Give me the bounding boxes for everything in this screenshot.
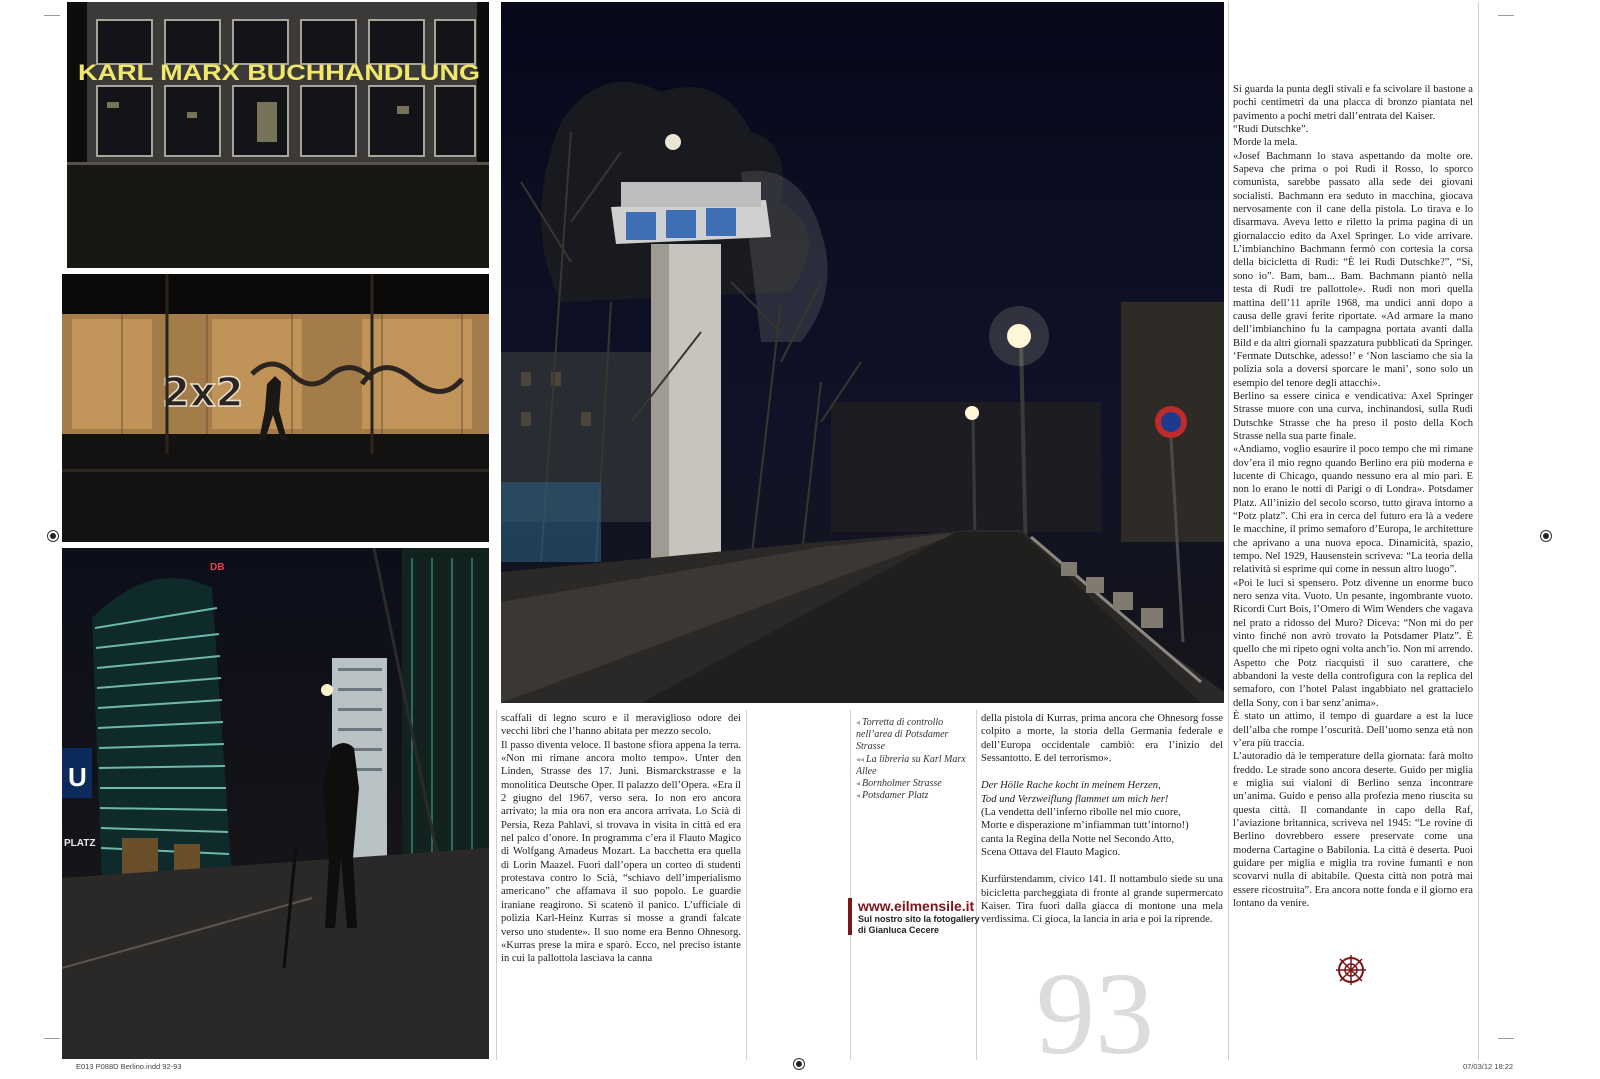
col4-paragraph: Morde la mela. (1233, 137, 1298, 149)
column-rule (1228, 2, 1229, 1060)
col3-paragraph: della pistola di Kurras, prima ancora che Ohnesorg fosse colpito a morte, la storia della Germania federale e dell’Europa occidentale cambiò: era l’inizio del Sessantotto. E del terrorismo». (981, 713, 1223, 765)
crop-mark (1498, 1038, 1514, 1039)
print-date: 07/03/12 18:22 (1463, 1062, 1514, 1071)
aria-translation-line-4: Scena Ottava del Flauto Magico. (981, 847, 1121, 859)
crop-mark (44, 15, 60, 16)
aria-translation-line-3: canta la Regina della Notte nel Secondo Atto, (981, 833, 1174, 845)
station-sign-text: PLATZ (64, 838, 96, 849)
article-column-3 (981, 712, 1223, 927)
aria-verse-line-2: Tod und Verzweiflung flammet um mich her! (981, 793, 1169, 805)
col4-paragraph: «Josef Bachmann lo stava aspettando da molte ore. Sapeva che prima o poi Rudi il Rosso, lo sporco comunista, sarebbe passato alla sede dei giovani socialisti. Bachmann era seduto in macchina, giocava nervosamente con il cane della pistola. Lo tirava e lo disarmava. Aveva letto e riletto la prima pagina di un giornalaccio edito da Axel Springer. Lo vide arrivare. L’imbianchino Bachmann fermò con cortesia la corsa della bicicletta di Rudi: “È lei Rudi Dutschke?”, “Sì, sono io”. Bam, bam... Bam. Bachmann piantò nella testa di Rudi tre pallottole». Rudi non morì quella mattina dell’11 aprile 1968, ma undici anni dopo a causa delle gravi ferite riportate. «Ad armare la mano dell’imbianchino fu la campagna portata avanti dalla Bild e da altri giornali spazzatura pubblicati da Springer. ‘Fermate Dutschke, adesso!’ e ‘Non lasciamo che sia la polizia sola a doversi sporcare le mani’, sono solo un esempio del tenore degli attacchi». (1233, 150, 1473, 389)
subway-sign-text: U (68, 762, 87, 792)
page-number: 93 (1036, 948, 1154, 1079)
registration-mark-right (1540, 530, 1552, 542)
db-sign-text: DB (210, 562, 225, 573)
registration-mark-bottom (793, 1058, 805, 1070)
registration-mark-left (47, 530, 59, 542)
col4-paragraph: Berlino sa essere cinica e vendicativa: Axel Springer Strasse muore con una curva, inchinandosi, sulla Rudi Dutschke Strasse che ha preso il posto della Koch Strasse nella sua parte finale. (1233, 390, 1473, 442)
photo-karl-marx-bookstore (67, 2, 489, 268)
caption-potsdamer: Potsdamer Platz (862, 790, 929, 802)
col1-paragraph: Il passo diventa veloce. Il bastone sfiora appena la terra. «Non mi rimane ancora molto tempo». Unter den Linden, Strasse des 17. Juni. Bismarckstrasse e la monolitica Deutsche Oper. Il palazzo dell’Opera. «Era il 2 giugno del 1967, verso sera. Io non ero ancora arrivato; la mia ora non era ancora arrivata. Lo Scià di Persia, Reza Pahlavi, si trovava in visita in città ed era nel palco d’onore. In programma c’era il Flauto Magico di Wolfgang Amadeus Mozart. La bacchetta era quella di Lorin Maazel. Fuori dall’opera un corteo di studenti protestava contro lo Scià, “schiavo dell’imperialismo americano” che affamava il suo popolo. Le guardie iraniane reagirono. Si scatenò il panico. L’ufficiale di polizia Karl-Heinz Kurras si mosse a grandi falcate verso uno studente». Il suo nome era Benno Ohnesorg. «Kurras prese la mira e sparò. Ecco, nel preciso istante in cui la pallottola lasciava la canna (501, 739, 741, 965)
caption-watchtower: Torretta di controllo nell’area di Potsdamer Strasse (856, 717, 949, 753)
column-rule (1478, 2, 1479, 1060)
article-column-1 (501, 712, 741, 966)
col4-paragraph: “Rudi Dutschke”. (1233, 124, 1309, 136)
column-rule (746, 710, 747, 1060)
website-link[interactable]: www.eilmensile.it (858, 898, 975, 914)
website-promo-line2: di Gianluca Cecere (858, 924, 940, 935)
caption-bornholmer: Bornholmer Strasse (862, 778, 942, 790)
column-rule (850, 710, 851, 1060)
aria-translation-line-2: Morte e disperazione m’infiamman tutt’intorno!) (981, 820, 1189, 832)
photo-potsdamer-platz (62, 548, 489, 1059)
col4-paragraph: «Poi le luci si spensero. Potz divenne un enorme buco nero senza vita. Vuoto. Un pesante, ingombrante vuoto. Ricordi Curt Bois, l’Omero di Wim Wenders che vagava nel prato a ridosso del Muro? Diceva: “Non mi do per vinto finché non avrò trovato la Potsdamer Platz”. È quello che mi ripeto ogni volta anch’io. Non mi arrendo. Aspetto che Potz riacquisti il suo carattere, che abbandoni la veste della controfigura con la replica del semaforo, con l’hotel Palast ingabbiato nel grattacielo della Sony, con i bar senz’anima». (1233, 577, 1473, 709)
col1-paragraph: scaffali di legno scuro e il meraviglioso odore dei vecchi libri che l’hanno abitata per mezzo secolo. (501, 713, 741, 738)
col4-paragraph: «Andiamo, voglio esaurire il poco tempo che mi rimane dov’era il mio regno quando Berlino era più moderna e lucente di Chicago, quando nessuno era al mio pari. E non lo erano le notti di Parigi o di Londra». Potsdamer Platz. All’inizio del secolo scorso, tutto girava intorno a “Potz platz”. Chi era in cerca del futuro era là a vedere le macchine, il primo semaforo d’Europa, le architetture che aprivano a una nuova epoca. Dinamicità, spazio, tempo. Nel 1929, Hausenstein scriveva: “La teoria della relatività si esprime qui come in nessun altro luogo”. (1233, 444, 1473, 576)
column-rule (496, 710, 497, 1060)
photo-graffiti-wall (62, 274, 489, 542)
graffiti-text: 2x2 (162, 370, 244, 416)
crop-mark (44, 1038, 60, 1039)
col3-paragraph: Kurfürstendamm, civico 141. Il nottambulo siede su una bicicletta parcheggiata di fronte al grande supermercato Kaiser. Tira fuori dalla giacca di montone una mela verdissima. Ci gioca, la lancia in aria e poi la riprende. (981, 874, 1223, 926)
website-promo (848, 898, 986, 935)
caption-bookstore: La libreria su Karl Marx Allee (856, 753, 966, 777)
photo-watchtower-street (501, 2, 1224, 703)
col4-paragraph: Si guarda la punta degli stivali e fa scivolare il bastone a pochi centimetri da una placca di bronzo piantata nel pavimento a pochi metri dall’entrata del Kaiser. (1233, 84, 1473, 122)
col4-paragraph: È stato un attimo, il tempo di guardare a est la luce dell’alba che rompe l’oscurità. Dell’uomo senza età non v’era più traccia. (1233, 711, 1473, 749)
col4-paragraph: L’autoradio dà le temperature della giornata: farà molto freddo. Le strade sono ancora deserte. Guido per miglia e miglia sui vialoni di Berlino senza incontrare un’anima. Guido e penso alla profezia meno riuscita su questa città. Il comandante in capo della Raf, l’aviazione britannica, scriveva nel 1945: “Le rovine di Berlino dovrebbero essere preservate come una moderna Cartagine o Babilonia. La città è deserta. Puoi guidare per miglia e miglia tra rovine fumanti e non scovarvi nulla di abitabile. Questa città non potrà mai essere ricostruita”. Era ancora notte fonda e il giorno era lontano da venire. (1233, 751, 1473, 909)
bookstore-sign-text: KARL MARX BUCHHANDLUNG (78, 60, 480, 85)
aria-translation-line-1: (La vendetta dell’inferno ribolle nel mio cuore, (981, 807, 1181, 819)
aria-verse-line-1: Der Hölle Rache kocht in meinem Herzen, (981, 780, 1161, 792)
end-mark-icon (1334, 953, 1368, 987)
print-slug: E013 P088D Berlino.indd 92-93 (76, 1062, 182, 1071)
website-promo-line1: Sul nostro sito la fotogallery (858, 914, 980, 924)
crop-mark (1498, 15, 1514, 16)
photo-captions: ◂ Torretta di controllo nell’area di Potsdamer Strasse ◂◂ La libreria su Karl Marx Allee ◂ Bornholmer Strasse ◂ Potsdamer Platz (856, 717, 966, 802)
column-rule (976, 710, 977, 1060)
article-column-4 (1233, 83, 1473, 910)
